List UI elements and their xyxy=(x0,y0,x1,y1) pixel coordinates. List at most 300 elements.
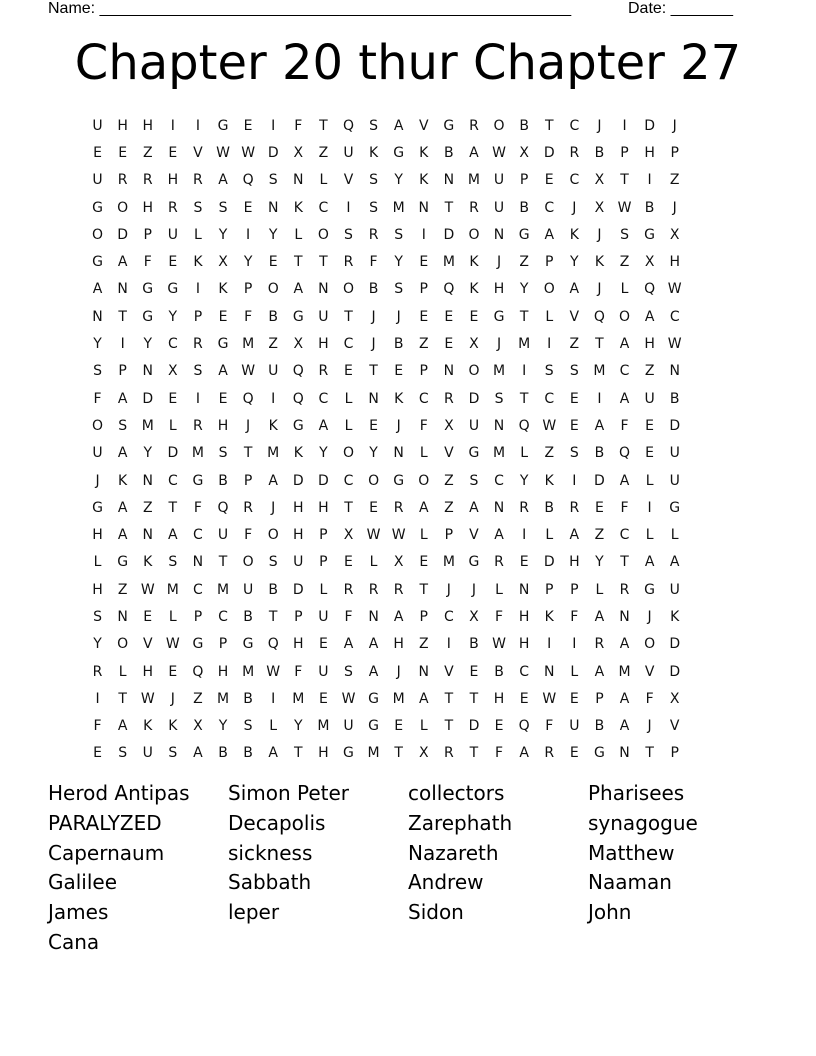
grid-row xyxy=(85,603,687,630)
grid-cell: C xyxy=(619,527,630,544)
grid-cell: O xyxy=(368,472,380,489)
grid-cell: W xyxy=(241,144,256,161)
grid-cell: E xyxy=(243,199,253,216)
grid-cell: E xyxy=(645,417,655,434)
grid-cell: O xyxy=(619,308,631,325)
grid-cell: Y xyxy=(394,254,403,271)
word-list-item: leper xyxy=(228,900,280,925)
grid-cell: R xyxy=(443,745,454,762)
grid-cell: W xyxy=(391,527,406,544)
grid-cell: E xyxy=(544,172,554,189)
grid-cell: K xyxy=(544,608,554,625)
grid-cell: R xyxy=(167,199,178,216)
grid-cell: P xyxy=(595,690,604,707)
grid-cell: U xyxy=(293,554,304,571)
grid-cell: A xyxy=(368,636,379,653)
grid-cell: E xyxy=(369,499,378,516)
grid-cell: R xyxy=(318,363,329,380)
grid-cell: M xyxy=(166,581,179,598)
grid-cell: X xyxy=(519,144,529,161)
grid-cell: S xyxy=(193,363,203,380)
grid-cell: F xyxy=(294,663,303,680)
grid-cell: U xyxy=(493,172,505,189)
grid-cell: R xyxy=(519,499,529,516)
grid-cell: Z xyxy=(669,172,680,189)
grid-cell: N xyxy=(142,363,153,380)
name-field-label: Name: _____________________________________________________ xyxy=(48,0,572,17)
grid-cell: W xyxy=(341,690,356,707)
grid-cell: Z xyxy=(444,499,454,516)
grid-cell: V xyxy=(669,718,680,735)
grid-cell: Z xyxy=(142,499,153,516)
grid-cell: R xyxy=(569,144,580,161)
grid-cell: G xyxy=(669,499,681,516)
grid-cell: O xyxy=(117,636,129,653)
grid-cell: R xyxy=(92,663,103,680)
grid-cell: P xyxy=(319,554,328,571)
grid-cell: A xyxy=(117,527,128,544)
grid-cell: W xyxy=(140,690,155,707)
grid-cell: O xyxy=(267,527,279,544)
grid-cell: T xyxy=(419,581,429,598)
grid-cell: H xyxy=(217,417,229,434)
grid-cell: P xyxy=(670,745,679,762)
grid-cell: K xyxy=(394,390,404,407)
grid-cell: X xyxy=(393,554,404,571)
grid-cell: B xyxy=(644,199,655,216)
grid-cell: M xyxy=(367,745,380,762)
grid-cell: K xyxy=(293,199,303,216)
grid-cell: D xyxy=(468,718,480,735)
grid-cell: D xyxy=(292,581,304,598)
grid-cell: J xyxy=(446,581,451,598)
grid-cell: T xyxy=(268,608,278,625)
word-list-item: Zarephath xyxy=(408,810,513,835)
grid-cell: L xyxy=(645,527,654,544)
grid-cell: A xyxy=(117,390,128,407)
grid-cell: N xyxy=(117,608,128,625)
grid-cell: L xyxy=(670,527,679,544)
grid-cell: H xyxy=(669,254,680,271)
grid-cell: P xyxy=(118,363,127,380)
grid-cell: D xyxy=(543,144,555,161)
grid-cell: H xyxy=(393,636,404,653)
grid-cell: S xyxy=(93,608,102,625)
grid-cell: E xyxy=(444,336,454,353)
grid-cell: E xyxy=(419,554,429,571)
grid-cell: E xyxy=(168,144,178,161)
grid-cell: L xyxy=(545,527,554,544)
grid-cell: J xyxy=(597,117,602,134)
grid-cell: Z xyxy=(418,336,429,353)
grid-cell: H xyxy=(644,336,655,353)
grid-cell: A xyxy=(293,281,304,298)
grid-cell: Y xyxy=(595,554,604,571)
grid-cell: T xyxy=(319,254,328,271)
grid-cell: Z xyxy=(444,472,454,489)
grid-cell: S xyxy=(218,199,228,216)
grid-cell: M xyxy=(392,199,405,216)
word-list-item: PARALYZED xyxy=(48,810,162,835)
grid-cell: A xyxy=(168,527,178,544)
grid-cell: S xyxy=(344,663,353,680)
grid-cell: I xyxy=(195,117,200,134)
grid-cell: J xyxy=(647,718,652,735)
grid-cell: S xyxy=(569,445,579,462)
grid-cell: A xyxy=(268,472,278,489)
grid-cell: E xyxy=(394,718,404,735)
grid-cell: B xyxy=(218,472,228,489)
grid-cell: J xyxy=(496,254,502,271)
grid-cell: L xyxy=(620,281,629,298)
grid-cell: J xyxy=(396,417,401,434)
grid-cell: Q xyxy=(593,308,605,325)
grid-cell: V xyxy=(444,445,454,462)
grid-cell: K xyxy=(268,417,278,434)
grid-cell: F xyxy=(294,117,303,134)
grid-cell: O xyxy=(418,472,430,489)
grid-cell: S xyxy=(569,363,579,380)
grid-cell: I xyxy=(572,472,577,489)
word-search-grid xyxy=(85,112,687,767)
grid-cell: S xyxy=(168,745,178,762)
grid-cell: C xyxy=(193,581,203,598)
grid-cell: E xyxy=(318,690,328,707)
word-list-item: Sidon xyxy=(408,900,464,925)
grid-cell: G xyxy=(368,690,379,707)
grid-cell: Y xyxy=(143,445,153,462)
grid-cell: R xyxy=(393,581,404,598)
grid-cell: K xyxy=(469,281,479,298)
grid-cell: T xyxy=(243,445,253,462)
grid-cell: U xyxy=(669,581,680,598)
grid-row xyxy=(85,440,687,467)
word-list-item: Matthew xyxy=(588,840,675,865)
grid-cell: W xyxy=(266,663,281,680)
grid-cell: D xyxy=(594,472,605,489)
grid-cell: U xyxy=(92,445,103,462)
grid-cell: K xyxy=(469,254,479,271)
grid-cell: R xyxy=(368,226,379,243)
grid-cell: T xyxy=(519,308,529,325)
grid-cell: K xyxy=(419,172,429,189)
grid-cell: Z xyxy=(619,254,630,271)
grid-cell: C xyxy=(418,390,429,407)
grid-cell: A xyxy=(669,554,680,571)
grid-cell: U xyxy=(493,199,505,216)
grid-cell: L xyxy=(344,390,353,407)
grid-cell: B xyxy=(669,390,680,407)
grid-cell: X xyxy=(343,527,354,544)
grid-cell: F xyxy=(495,608,504,625)
grid-cell: P xyxy=(218,636,228,653)
grid-row xyxy=(85,740,687,767)
grid-cell: H xyxy=(92,581,103,598)
grid-cell: R xyxy=(193,336,203,353)
grid-cell: S xyxy=(469,472,479,489)
grid-cell: S xyxy=(544,363,554,380)
word-list-item: Herod Antipas xyxy=(48,781,190,805)
grid-cell: K xyxy=(569,226,579,243)
grid-cell: Z xyxy=(594,527,605,544)
page-title: Chapter 20 thur Chapter 27 xyxy=(74,35,742,91)
grid-cell: G xyxy=(92,254,103,271)
grid-cell: B xyxy=(444,144,454,161)
grid-cell: A xyxy=(117,445,128,462)
grid-cell: M xyxy=(141,417,154,434)
grid-cell: W xyxy=(542,417,557,434)
grid-cell: P xyxy=(545,581,554,598)
grid-cell: T xyxy=(595,336,604,353)
grid-cell: X xyxy=(193,718,203,735)
grid-cell: G xyxy=(644,226,656,243)
grid-cell: D xyxy=(318,472,329,489)
grid-cell: S xyxy=(93,363,102,380)
grid-cell: Y xyxy=(143,336,153,353)
grid-cell: O xyxy=(92,417,104,434)
grid-cell: O xyxy=(468,226,480,243)
grid-cell: A xyxy=(619,690,630,707)
grid-cell: A xyxy=(619,636,630,653)
grid-cell: U xyxy=(644,390,655,407)
grid-cell: K xyxy=(670,608,680,625)
grid-cell: F xyxy=(193,499,202,516)
word-list-item: Decapolis xyxy=(228,810,326,835)
grid-row xyxy=(85,494,687,521)
grid-cell: C xyxy=(544,199,555,216)
grid-row xyxy=(85,358,687,385)
grid-row xyxy=(85,412,687,439)
grid-cell: A xyxy=(619,472,630,489)
grid-row xyxy=(85,631,687,658)
grid-row xyxy=(85,713,687,740)
grid-cell: A xyxy=(544,226,555,243)
grid-cell: T xyxy=(344,308,353,325)
grid-cell: N xyxy=(493,226,505,243)
grid-row xyxy=(85,385,687,412)
grid-cell: B xyxy=(243,690,253,707)
grid-cell: O xyxy=(342,281,354,298)
grid-cell: X xyxy=(469,336,479,353)
grid-cell: W xyxy=(216,144,230,161)
grid-cell: B xyxy=(519,117,529,134)
grid-cell: T xyxy=(469,745,479,762)
grid-cell: G xyxy=(92,199,103,216)
grid-cell: G xyxy=(343,745,354,762)
grid-cell: W xyxy=(492,144,506,161)
word-list-item: Naaman xyxy=(588,870,672,895)
grid-cell: H xyxy=(318,499,329,516)
grid-row xyxy=(85,303,687,330)
grid-cell: H xyxy=(293,527,304,544)
grid-cell: R xyxy=(343,581,354,598)
grid-cell: U xyxy=(318,608,329,625)
grid-cell: V xyxy=(193,144,203,161)
grid-cell: I xyxy=(622,117,627,134)
grid-cell: W xyxy=(667,281,682,298)
grid-cell: T xyxy=(620,172,629,189)
grid-cell: A xyxy=(594,417,605,434)
grid-cell: A xyxy=(644,554,655,571)
grid-cell: G xyxy=(393,144,405,161)
grid-cell: K xyxy=(419,144,429,161)
grid-cell: R xyxy=(343,254,354,271)
grid-cell: Y xyxy=(218,226,228,243)
grid-cell: R xyxy=(393,499,404,516)
grid-cell: G xyxy=(142,281,154,298)
grid-cell: M xyxy=(493,445,506,462)
grid-cell: T xyxy=(294,745,303,762)
grid-cell: N xyxy=(418,199,429,216)
grid-cell: U xyxy=(167,226,178,243)
grid-cell: L xyxy=(570,663,579,680)
grid-cell: G xyxy=(142,308,154,325)
grid-cell: S xyxy=(394,281,404,298)
grid-cell: O xyxy=(468,363,480,380)
grid-cell: C xyxy=(343,336,354,353)
grid-cell: M xyxy=(216,581,230,598)
grid-cell: V xyxy=(418,117,429,134)
grid-cell: U xyxy=(318,308,329,325)
grid-cell: K xyxy=(594,254,605,271)
grid-cell: X xyxy=(669,690,680,707)
grid-cell: L xyxy=(369,554,378,571)
grid-cell: E xyxy=(594,499,604,516)
grid-row xyxy=(85,576,687,603)
grid-cell: B xyxy=(268,308,278,325)
grid-cell: G xyxy=(393,472,405,489)
grid-cell: X xyxy=(418,745,429,762)
grid-cell: D xyxy=(167,445,179,462)
grid-cell: A xyxy=(218,363,228,380)
grid-cell: S xyxy=(369,172,379,189)
grid-cell: U xyxy=(318,663,329,680)
grid-cell: D xyxy=(669,636,681,653)
word-list-item: synagogue xyxy=(588,810,698,835)
grid-cell: Q xyxy=(292,363,304,380)
grid-cell: B xyxy=(368,281,379,298)
grid-cell: R xyxy=(193,417,203,434)
grid-cell: U xyxy=(669,472,680,489)
grid-cell: H xyxy=(217,663,229,680)
grid-cell: O xyxy=(242,554,254,571)
grid-cell: D xyxy=(669,663,681,680)
grid-cell: F xyxy=(645,690,654,707)
grid-cell: I xyxy=(271,390,276,407)
grid-cell: P xyxy=(419,608,428,625)
grid-cell: U xyxy=(142,745,153,762)
grid-cell: L xyxy=(294,226,303,243)
grid-cell: B xyxy=(243,745,253,762)
grid-cell: P xyxy=(294,608,303,625)
grid-cell: L xyxy=(319,581,328,598)
grid-cell: E xyxy=(369,417,378,434)
grid-cell: S xyxy=(369,199,379,216)
grid-cell: A xyxy=(343,636,354,653)
grid-cell: M xyxy=(242,336,255,353)
grid-cell: A xyxy=(418,690,429,707)
grid-cell: Y xyxy=(369,445,378,462)
grid-cell: D xyxy=(543,554,555,571)
grid-cell: H xyxy=(493,690,505,707)
grid-cell: A xyxy=(469,144,479,161)
grid-cell: T xyxy=(544,117,554,134)
grid-cell: W xyxy=(165,636,180,653)
grid-cell: P xyxy=(419,363,428,380)
grid-cell: F xyxy=(620,499,629,516)
word-list-item: Cana xyxy=(48,929,100,954)
grid-cell: U xyxy=(217,527,229,544)
grid-cell: I xyxy=(246,226,251,243)
grid-cell: G xyxy=(167,281,179,298)
grid-cell: L xyxy=(269,718,278,735)
grid-cell: N xyxy=(418,663,429,680)
grid-cell: B xyxy=(218,745,228,762)
grid-cell: M xyxy=(392,690,405,707)
grid-cell: J xyxy=(672,199,677,216)
grid-cell: U xyxy=(669,445,680,462)
grid-cell: Z xyxy=(268,336,278,353)
grid-cell: J xyxy=(396,663,401,680)
grid-cell: A xyxy=(619,718,630,735)
grid-cell: N xyxy=(368,390,379,407)
grid-cell: T xyxy=(444,690,454,707)
grid-cell: E xyxy=(469,308,479,325)
grid-cell: E xyxy=(519,690,529,707)
grid-cell: N xyxy=(142,472,153,489)
grid-cell: A xyxy=(418,499,429,516)
grid-cell: N xyxy=(493,499,505,516)
grid-cell: A xyxy=(494,527,504,544)
grid-cell: M xyxy=(518,336,531,353)
grid-cell: P xyxy=(545,254,554,271)
grid-cell: G xyxy=(468,445,480,462)
grid-cell: B xyxy=(594,445,605,462)
grid-cell: M xyxy=(317,718,330,735)
grid-cell: D xyxy=(142,390,154,407)
grid-cell: N xyxy=(493,417,505,434)
grid-cell: A xyxy=(193,745,203,762)
grid-row xyxy=(85,248,687,275)
grid-cell: K xyxy=(544,472,554,489)
grid-cell: N xyxy=(192,554,204,571)
grid-cell: Z xyxy=(193,690,203,707)
grid-row xyxy=(85,549,687,576)
grid-cell: O xyxy=(493,117,505,134)
grid-cell: C xyxy=(343,472,354,489)
grid-cell: I xyxy=(170,117,175,134)
grid-cell: T xyxy=(444,718,454,735)
grid-cell: L xyxy=(419,445,428,462)
grid-cell: Q xyxy=(518,417,530,434)
grid-cell: A xyxy=(218,172,228,189)
grid-cell: G xyxy=(217,336,229,353)
grid-cell: T xyxy=(469,690,479,707)
grid-row xyxy=(85,194,687,221)
grid-cell: D xyxy=(267,144,279,161)
grid-cell: V xyxy=(142,636,153,653)
grid-row xyxy=(85,685,687,712)
grid-cell: N xyxy=(368,608,379,625)
word-list-item: Simon Peter xyxy=(228,781,350,805)
grid-cell: E xyxy=(218,390,228,407)
grid-cell: W xyxy=(140,581,155,598)
grid-cell: I xyxy=(446,636,451,653)
grid-cell: G xyxy=(593,745,605,762)
grid-cell: T xyxy=(620,554,629,571)
grid-cell: Z xyxy=(569,336,580,353)
grid-cell: A xyxy=(117,254,128,271)
